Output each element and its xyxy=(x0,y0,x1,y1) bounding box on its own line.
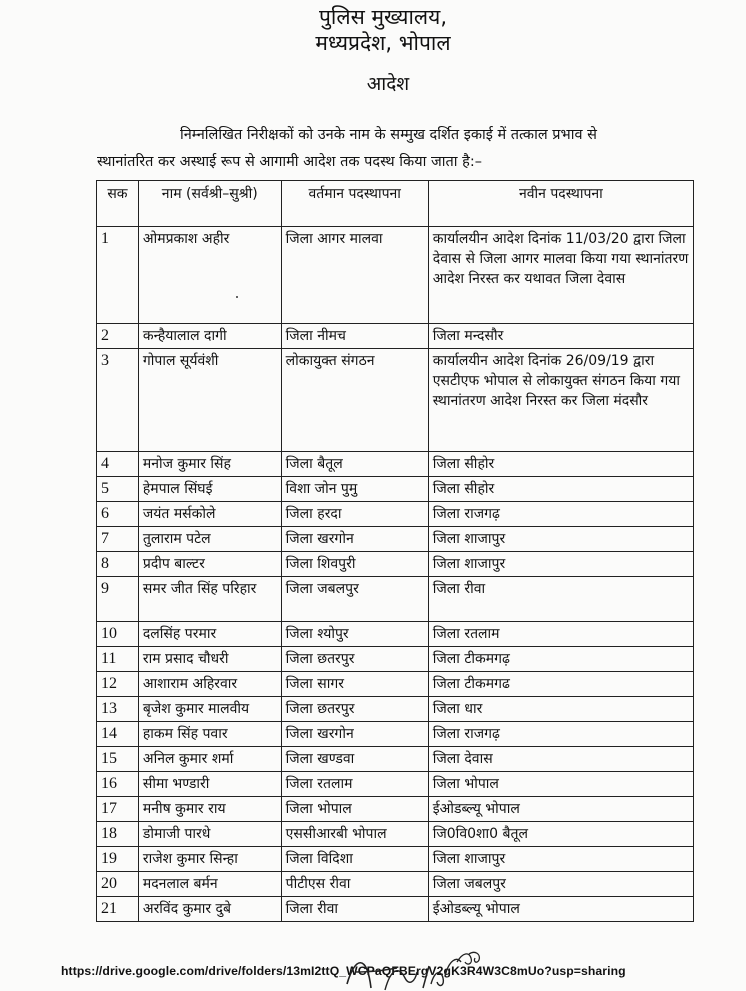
row-serial-cell: 8 xyxy=(97,552,139,577)
row-new-posting-cell: जिला टीकमगढ xyxy=(428,672,693,697)
row-name-cell: मनीष कुमार राय xyxy=(138,797,281,822)
row-current-posting-cell: जिला खण्डवा xyxy=(281,747,428,772)
table-row xyxy=(97,324,694,349)
row-current-posting-cell: जिला सागर xyxy=(281,672,428,697)
table-row xyxy=(97,672,694,697)
row-serial-cell: 11 xyxy=(97,647,139,672)
table-row xyxy=(97,822,694,847)
row-serial-cell: 12 xyxy=(97,672,139,697)
row-serial-cell: 9 xyxy=(97,577,139,622)
intro-line-2: स्थानांतरित कर अस्थाई रूप से आगामी आदेश तक पदस्थ किया जाता है:– xyxy=(97,154,482,170)
table-row xyxy=(97,477,694,502)
header-new-posting: नवीन पदस्थापना xyxy=(428,181,693,227)
row-current-posting-cell: जिला श्योपुर xyxy=(281,622,428,647)
row-new-posting-cell: ईओडब्ल्यू भोपाल xyxy=(428,797,693,822)
row-name-cell: प्रदीप बाल्टर xyxy=(138,552,281,577)
row-new-posting-cell: जिला मन्दसौर xyxy=(428,324,693,349)
row-new-posting-cell: जिला जबलपुर xyxy=(428,872,693,897)
row-serial-cell: 21 xyxy=(97,897,139,922)
row-name-cell: दलसिंह परमार xyxy=(138,622,281,647)
row-current-posting-cell: जिला जबलपुर xyxy=(281,577,428,622)
row-current-posting-cell: जिला रीवा xyxy=(281,897,428,922)
row-name-cell: बृजेश कुमार मालवीय xyxy=(138,697,281,722)
row-current-posting-cell: जिला हरदा xyxy=(281,502,428,527)
row-current-posting-cell: जिला बैतूल xyxy=(281,452,428,477)
row-serial-cell: 16 xyxy=(97,772,139,797)
table-header-row xyxy=(97,181,694,227)
row-serial-cell: 7 xyxy=(97,527,139,552)
table-row xyxy=(97,349,694,452)
table-row xyxy=(97,622,694,647)
row-current-posting-cell: पीटीएस रीवा xyxy=(281,872,428,897)
row-current-posting-cell: जिला विदिशा xyxy=(281,847,428,872)
row-current-posting-cell: जिला रतलाम xyxy=(281,772,428,797)
header-name: नाम (सर्वश्री–सुश्री) xyxy=(138,181,281,227)
row-name-cell: समर जीत सिंह परिहार xyxy=(138,577,281,622)
row-current-posting-cell: जिला शिवपुरी xyxy=(281,552,428,577)
row-new-posting-cell: जिला टीकमगढ़ xyxy=(428,647,693,672)
row-current-posting-cell: जिला खरगोन xyxy=(281,527,428,552)
table-row xyxy=(97,722,694,747)
table-row xyxy=(97,797,694,822)
row-name-cell: राजेश कुमार सिन्हा xyxy=(138,847,281,872)
row-serial-cell: 2 xyxy=(97,324,139,349)
row-new-posting-cell: जिला राजगढ़ xyxy=(428,502,693,527)
office-name: पुलिस मुख्यालय, xyxy=(318,5,448,29)
header-serial: सक xyxy=(97,181,139,227)
row-new-posting-cell: जिला सीहोर xyxy=(428,477,693,502)
row-name-cell: कन्हैयालाल दागी xyxy=(138,324,281,349)
row-new-posting-cell: जिला राजगढ़ xyxy=(428,722,693,747)
row-name-cell: मदनलाल बर्मन xyxy=(138,872,281,897)
table-body xyxy=(97,227,694,922)
row-name-cell: अरविंद कुमार दुबे xyxy=(138,897,281,922)
transfer-table xyxy=(96,180,694,922)
table-row xyxy=(97,697,694,722)
row-name-cell: जयंत मर्सकोले xyxy=(138,502,281,527)
row-name-cell: डोमाजी पारधे xyxy=(138,822,281,847)
row-current-posting-cell: जिला नीमच xyxy=(281,324,428,349)
row-new-posting-cell: जिला शाजापुर xyxy=(428,847,693,872)
row-name-cell: मनोज कुमार सिंह xyxy=(138,452,281,477)
row-serial-cell: 17 xyxy=(97,797,139,822)
row-new-posting-cell: जि0वि0शा0 बैतूल xyxy=(428,822,693,847)
drive-link[interactable]: https://drive.google.com/drive/folders/13mI2ttQ_WCPaQFBErgV2gK3R4W3C8mUo?usp=sharing xyxy=(61,964,626,978)
row-serial-cell: 4 xyxy=(97,452,139,477)
row-current-posting-cell: जिला छतरपुर xyxy=(281,697,428,722)
table-row xyxy=(97,772,694,797)
table-row xyxy=(97,502,694,527)
row-serial-cell: 14 xyxy=(97,722,139,747)
row-new-posting-cell: जिला सीहोर xyxy=(428,452,693,477)
row-current-posting-cell: लोकायुक्त संगठन xyxy=(281,349,428,452)
table-row xyxy=(97,552,694,577)
row-new-posting-cell: कार्यालयीन आदेश दिनांक 26/09/19 द्वारा एसटीएफ भोपाल से लोकायुक्त संगठन किया गया स्थानांतरण आदेश निरस्त कर जिला मंदसौर xyxy=(428,349,693,452)
order-title: आदेश xyxy=(366,73,410,95)
row-serial-cell: 13 xyxy=(97,697,139,722)
row-current-posting-cell: जिला छतरपुर xyxy=(281,647,428,672)
table-row xyxy=(97,747,694,772)
row-new-posting-cell: ईओडब्ल्यू भोपाल xyxy=(428,897,693,922)
row-new-posting-cell: जिला भोपाल xyxy=(428,772,693,797)
row-serial-cell: 1 xyxy=(97,227,139,324)
table-row xyxy=(97,647,694,672)
office-location: मध्यप्रदेश, भोपाल xyxy=(315,31,451,55)
table-row xyxy=(97,897,694,922)
row-name-cell: सीमा भण्डारी xyxy=(138,772,281,797)
table-row xyxy=(97,527,694,552)
row-serial-cell: 20 xyxy=(97,872,139,897)
row-current-posting-cell: विशा जोन पुमु xyxy=(281,477,428,502)
row-new-posting-cell: जिला रतलाम xyxy=(428,622,693,647)
row-serial-cell: 3 xyxy=(97,349,139,452)
row-serial-cell: 19 xyxy=(97,847,139,872)
row-current-posting-cell: एससीआरबी भोपाल xyxy=(281,822,428,847)
row-name-cell: राम प्रसाद चौधरी xyxy=(138,647,281,672)
row-new-posting-cell: जिला शाजापुर xyxy=(428,527,693,552)
intro-line-1: निम्नलिखित निरीक्षकों को उनके नाम के सम्मुख दर्शित इकाई में तत्काल प्रभाव से xyxy=(180,127,597,143)
row-serial-cell: 5 xyxy=(97,477,139,502)
row-new-posting-cell: जिला देवास xyxy=(428,747,693,772)
table-row xyxy=(97,847,694,872)
row-current-posting-cell: जिला भोपाल xyxy=(281,797,428,822)
table-row xyxy=(97,577,694,622)
header-current-posting: वर्तमान पदस्थापना xyxy=(281,181,428,227)
table-row xyxy=(97,227,694,324)
row-new-posting-cell: जिला धार xyxy=(428,697,693,722)
row-name-cell: आशाराम अहिरवार xyxy=(138,672,281,697)
table-row xyxy=(97,872,694,897)
row-name-cell: हाकम सिंह पवार xyxy=(138,722,281,747)
row-name-cell: तुलाराम पटेल xyxy=(138,527,281,552)
row-current-posting-cell: जिला खरगोन xyxy=(281,722,428,747)
row-current-posting-cell: जिला आगर मालवा xyxy=(281,227,428,324)
row-serial-cell: 10 xyxy=(97,622,139,647)
row-name-cell: ओमप्रकाश अहीर xyxy=(138,227,281,324)
row-name-cell: हेमपाल सिंघई xyxy=(138,477,281,502)
row-serial-cell: 6 xyxy=(97,502,139,527)
row-name-cell: गोपाल सूर्यवंशी xyxy=(138,349,281,452)
row-new-posting-cell: कार्यालयीन आदेश दिनांक 11/03/20 द्वारा जिला देवास से जिला आगर मालवा किया गया स्थानांतरण आदेश निरस्त कर यथावत जिला देवास xyxy=(428,227,693,324)
row-name-cell: अनिल कुमार शर्मा xyxy=(138,747,281,772)
stray-mark xyxy=(236,296,238,298)
row-new-posting-cell: जिला शाजापुर xyxy=(428,552,693,577)
table-row xyxy=(97,452,694,477)
row-new-posting-cell: जिला रीवा xyxy=(428,577,693,622)
row-serial-cell: 15 xyxy=(97,747,139,772)
signature-scribble xyxy=(345,948,485,991)
row-serial-cell: 18 xyxy=(97,822,139,847)
